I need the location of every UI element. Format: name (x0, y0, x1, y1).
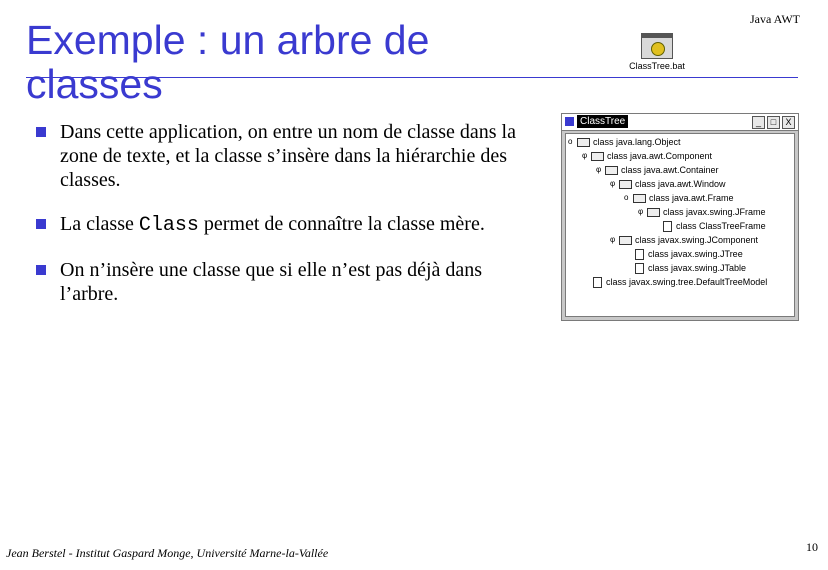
document-icon (635, 249, 644, 260)
tree-node[interactable] (624, 262, 746, 274)
tree-node[interactable] (624, 248, 743, 260)
folder-icon (619, 180, 632, 189)
tree-node-label: class javax.swing.tree.DefaultTreeModel (606, 277, 768, 287)
batch-file-icon (641, 33, 673, 59)
expand-handle-icon[interactable]: φ (610, 179, 616, 188)
tree-node-label: class javax.swing.JFrame (663, 207, 766, 217)
tree-node-label: class java.awt.Frame (649, 193, 734, 203)
close-button[interactable]: X (782, 116, 795, 129)
minimize-button[interactable]: _ (752, 116, 765, 129)
bullet-text: On n’insère une classe que si elle n’est pas déjà dans l’arbre. (60, 259, 483, 305)
tree-node[interactable] (582, 150, 712, 162)
expand-handle-icon[interactable]: φ (582, 151, 588, 160)
bullet-item (36, 120, 536, 192)
tree-node-label: class javax.swing.JComponent (635, 235, 759, 245)
bullet-item (36, 212, 536, 238)
folder-icon (619, 236, 632, 245)
page-title: Exemple : un arbre de classes (26, 17, 430, 107)
bullet-item (36, 258, 536, 306)
page-number: 10 (806, 540, 818, 554)
window-titlebar[interactable] (562, 114, 798, 131)
folder-icon (647, 208, 660, 217)
tree-node-label: class java.awt.Component (607, 151, 713, 161)
maximize-button[interactable]: □ (767, 116, 780, 129)
expand-handle-icon[interactable]: ο (624, 193, 629, 202)
tree-node-label: class ClassTreeFrame (676, 221, 766, 231)
bullet-list (36, 120, 536, 326)
tree-node[interactable] (610, 178, 726, 190)
square-bullet-icon (36, 127, 46, 137)
document-icon (663, 221, 672, 232)
square-bullet-icon (36, 219, 46, 229)
folder-icon (591, 152, 604, 161)
tree-node[interactable] (582, 276, 767, 288)
expand-handle-icon[interactable]: ο (568, 137, 573, 146)
expand-handle-icon[interactable]: φ (596, 165, 602, 174)
document-icon (635, 263, 644, 274)
file-icon-label: ClassTree.bat (629, 61, 685, 71)
folder-icon (633, 194, 646, 203)
tree-node-label: class java.awt.Container (621, 165, 719, 175)
class-tree[interactable] (565, 133, 795, 317)
expand-handle-icon[interactable]: φ (638, 207, 644, 216)
expand-handle-icon[interactable]: φ (610, 235, 616, 244)
tree-node[interactable] (610, 234, 758, 246)
tree-node-label: class javax.swing.JTree (648, 249, 743, 259)
classtree-window (561, 113, 799, 321)
tree-node-label: class java.awt.Window (635, 179, 726, 189)
tree-node[interactable] (596, 164, 719, 176)
document-icon (593, 277, 602, 288)
course-label: Java AWT (749, 12, 800, 26)
folder-icon (605, 166, 618, 175)
app-icon (565, 117, 574, 126)
classtree-bat-file[interactable] (622, 33, 692, 71)
tree-node[interactable] (652, 220, 766, 232)
tree-node-label: class java.lang.Object (593, 137, 681, 147)
bullet-text: Dans cette application, on entre un nom de classe dans la zone de texte, et la classe s’insère dans la hiérarchie des classes. (60, 121, 516, 191)
title-divider (26, 77, 798, 78)
tree-node[interactable] (638, 206, 766, 218)
code-class: Class (138, 214, 199, 237)
square-bullet-icon (36, 265, 46, 275)
tree-node-label: class javax.swing.JTable (648, 263, 747, 273)
folder-icon (577, 138, 590, 147)
footer-credit: Jean Berstel - Institut Gaspard Monge, Université Marne-la-Vallée (6, 546, 329, 560)
tree-node[interactable] (568, 136, 681, 148)
window-title: ClassTree (577, 115, 628, 128)
bullet-text-after: permet de connaître la classe mère. (198, 213, 485, 235)
tree-node[interactable] (624, 192, 734, 204)
bullet-text-before: La classe (60, 213, 139, 235)
